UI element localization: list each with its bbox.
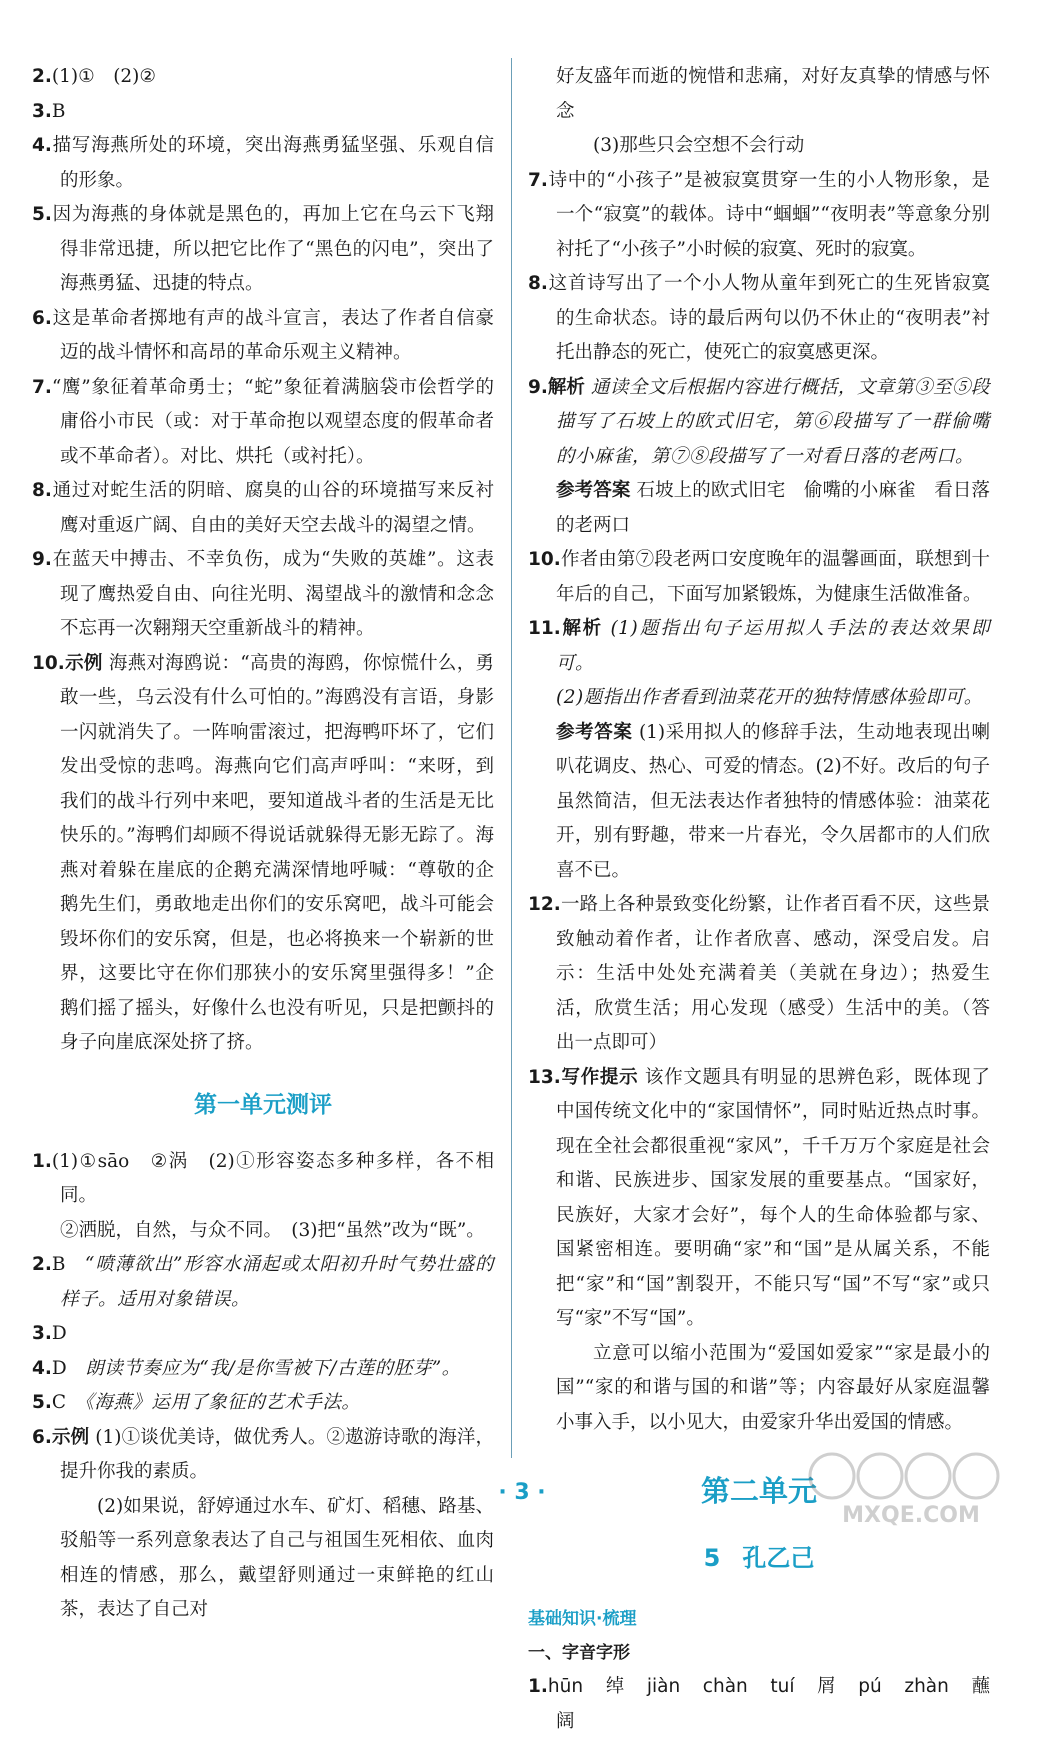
unit-2-title: 第二单元 [700, 1474, 817, 1508]
test-item-7: 7.诗中的“小孩子”是被寂寞贯穿一生的小人物形象，是一个“寂寞”的载体。诗中“蝈蝈”“夜明表”等意象分别衬托了“小孩子”小时候的寂寞、死时的寂寞。 [528, 169, 990, 260]
test-item-1: 1.(1)①sāo ②涡 (2)①形容姿态多种多样，各不相同。 ②洒脱，自然，与众不同。 (3)把“虽然”改为“既”。 [32, 1150, 494, 1241]
lesson-title [528, 1528, 990, 1588]
watermark-logo [802, 1448, 1020, 1528]
answer-item-7: 7.“鹰”象征着革命勇士；“蛇”象征着满脑袋市侩哲学的庸俗小市民（或：对于革命抱以观望态度的假革命者或不革命者）。对比、烘托（或衬托）。 [32, 376, 494, 467]
pinyin-item-1: 1.hūn 绰 jiàn chàn tuí 屑 pú zhàn 蘸 阔 [528, 1676, 1009, 1732]
test-item-6-part3: (3)那些只会空想不会行动 [593, 135, 805, 156]
test-item-11-answer: 参考答案 (1)采用拟人的修辞手法，生动地表现出喇叭花调皮、热心、可爱的情态。(2)不好。改后的句子虽然简洁，但无法表达作者独特的情感体验：油菜花开，别有野趣，带来一片春光，令久居都市的人们欣喜不已。 [556, 721, 990, 881]
answer-item-5: 5.因为海燕的身体就是黑色的，再加上它在乌云下飞翔得非常迅捷，所以把它比作了“黑色的闪电”，突出了海燕勇猛、迅捷的特点。 [32, 204, 494, 294]
lesson-number: 5 [703, 1544, 721, 1572]
answer-item-10: 10.示例 海燕对海鸥说：“高贵的海鸥，你惊慌什么，勇敢一些，乌云没有什么可怕的。”海鸥没有言语，身影一闪就消失了。一阵响雷滚过，把海鸭吓坏了，它们发出受惊的悲鸣。海燕向它们高声呼叫：“来呀，到我们的战斗行列中来吧，要知道战斗者的生活是无比快乐的。”海鸭们却顾不得说话就躲得无影无踪了。海燕对着躲在崖底的企鹅充满深情地呼喊：“尊敬的企鹅先生们，勇敢地走出你们的安乐窝吧，战斗可能会毁坏你们的安乐窝，但是，也必将换来一个崭新的世界，这要比守在你们那狭小的安乐窝里强得多！”企鹅们摇了摇头，好像什么也没有听见，只是把颤抖的身子向崖底深处挤了挤。 [32, 652, 494, 1053]
lesson-name: 孔乙己 [742, 1544, 815, 1572]
test-item-4: 4.D 朗读节奏应为“我/是你雪被下/古莲的胚芽”。 [32, 1357, 461, 1379]
test-item-2: 2.B “喷薄欲出”形容水涌起或太阳初升时气势壮盛的样子。适用对象错误。 [32, 1254, 494, 1310]
test-item-6-part2: (2)如果说，舒婷通过水车、矿灯、稻穗、路基、驳船等一系列意象表达了自己与祖国生死相依、血肉相连的情感，那么，戴望舒则通过一束鲜艳的红山茶，表达了自己对 [60, 1495, 494, 1620]
test-item-8: 8.这首诗写出了一个小人物从童年到死亡的生死皆寂寞的生命状态。诗的最后两句以仍不休止的“夜明表”衬托出静态的死亡，使死亡的寂寞感更深。 [528, 273, 990, 363]
answer-item-6: 6.这是革命者掷地有声的战斗宣言，表达了作者自信豪迈的战斗情怀和高昂的革命乐观主义精神。 [32, 307, 494, 363]
test-item-9: 9.解析 通读全文后根据内容进行概括，文章第③至⑤段描写了石坡上的欧式旧宅，第⑥段描写了一群偷嘴的小麻雀，第⑦⑧段描写了一对看日落的老两口。 [528, 376, 990, 467]
test-item-5: 5.C 《海燕》运用了象征的艺术手法。 [32, 1392, 361, 1413]
page-number: · 3 · [498, 1480, 546, 1505]
test-item-6: 6.示例 (1)①谈优美诗，做优秀人。②遨游诗歌的海洋，提升你我的素质。 [32, 1426, 494, 1482]
unit-test-title: 第一单元测评 [194, 1091, 332, 1118]
answer-item-3: 3.B [32, 100, 66, 122]
column-divider [511, 58, 512, 1458]
sub-heading: 一、字音字形 [528, 1643, 630, 1663]
answer-item-2: 2.(1)① (2)② [32, 66, 156, 87]
test-item-6-continued: 好友盛年而逝的惋惜和悲痛，对好友真挚的情感与怀念 [556, 66, 990, 122]
test-item-13-para2: 立意可以缩小范围为“爱国如爱家”“家是最小的国”“家的和谐与国的和谐”等；内容最好从家庭温馨小事入手，以小见大，由爱家升华出爱国的情感。 [556, 1342, 990, 1433]
test-item-12: 12.一路上各种景致变化纷繁，让作者百看不厌，这些景致触动着作者，让作者欣喜、感动，深受启发。启示：生活中处处充满着美（美就在身边）；热爱生活，欣赏生活；用心发现（感受）生活中的美。（答出一点即可） [528, 894, 990, 1053]
test-item-13: 13.写作提示 该作文题具有明显的思辨色彩，既体现了中国传统文化中的“家国情怀”，同时贴近热点时事。现在全社会都很重视“家风”，千千万万个家庭是社会和谐、民族进步、国家发展的重要基点。“国家好，民族好，大家才会好”，每个人的生命体验都与家、国紧密相连。要明确“家”和“国”是从属关系，不能把“家”和“国”割裂开，不能只写“国”不写“家”或只写“家”不写“国”。 [528, 1066, 990, 1329]
answer-item-9: 9.在蓝天中搏击、不幸负伤，成为“失败的英雄”。这表现了鹰热爱自由、向往光明、渴望战斗的激情和念念不忘再一次翱翔天空重新战斗的精神。 [32, 549, 494, 639]
left-column [32, 60, 494, 1628]
test-item-3: 3.D [32, 1323, 67, 1344]
test-item-9-answer: 参考答案 石坡上的欧式旧宅 偷嘴的小麻雀 看日落的老两口 [556, 480, 990, 536]
test-item-11: 11.解析 (1)题指出句子运用拟人手法的表达效果即可。 [528, 618, 990, 674]
test-item-11-note2: (2)题指出作者看到油菜花开的独特情感体验即可。 [556, 687, 983, 708]
section-heading: 基础知识·梳理 [528, 1609, 637, 1629]
test-item-10: 10.作者由第⑦段老两口安度晚年的温馨画面，联想到十年后的自己，下面写加紧锻炼，为健康生活做准备。 [528, 549, 990, 605]
answer-item-4: 4.描写海燕所处的环境，突出海燕勇猛坚强、乐观自信的形象。 [32, 135, 494, 191]
watermark-text: MXQE.COM [842, 1503, 980, 1528]
answer-item-8: 8.通过对蛇生活的阴暗、腐臭的山谷的环境描写来反衬鹰对重返广阔、自由的美好天空去战斗的渴望之情。 [32, 480, 494, 536]
